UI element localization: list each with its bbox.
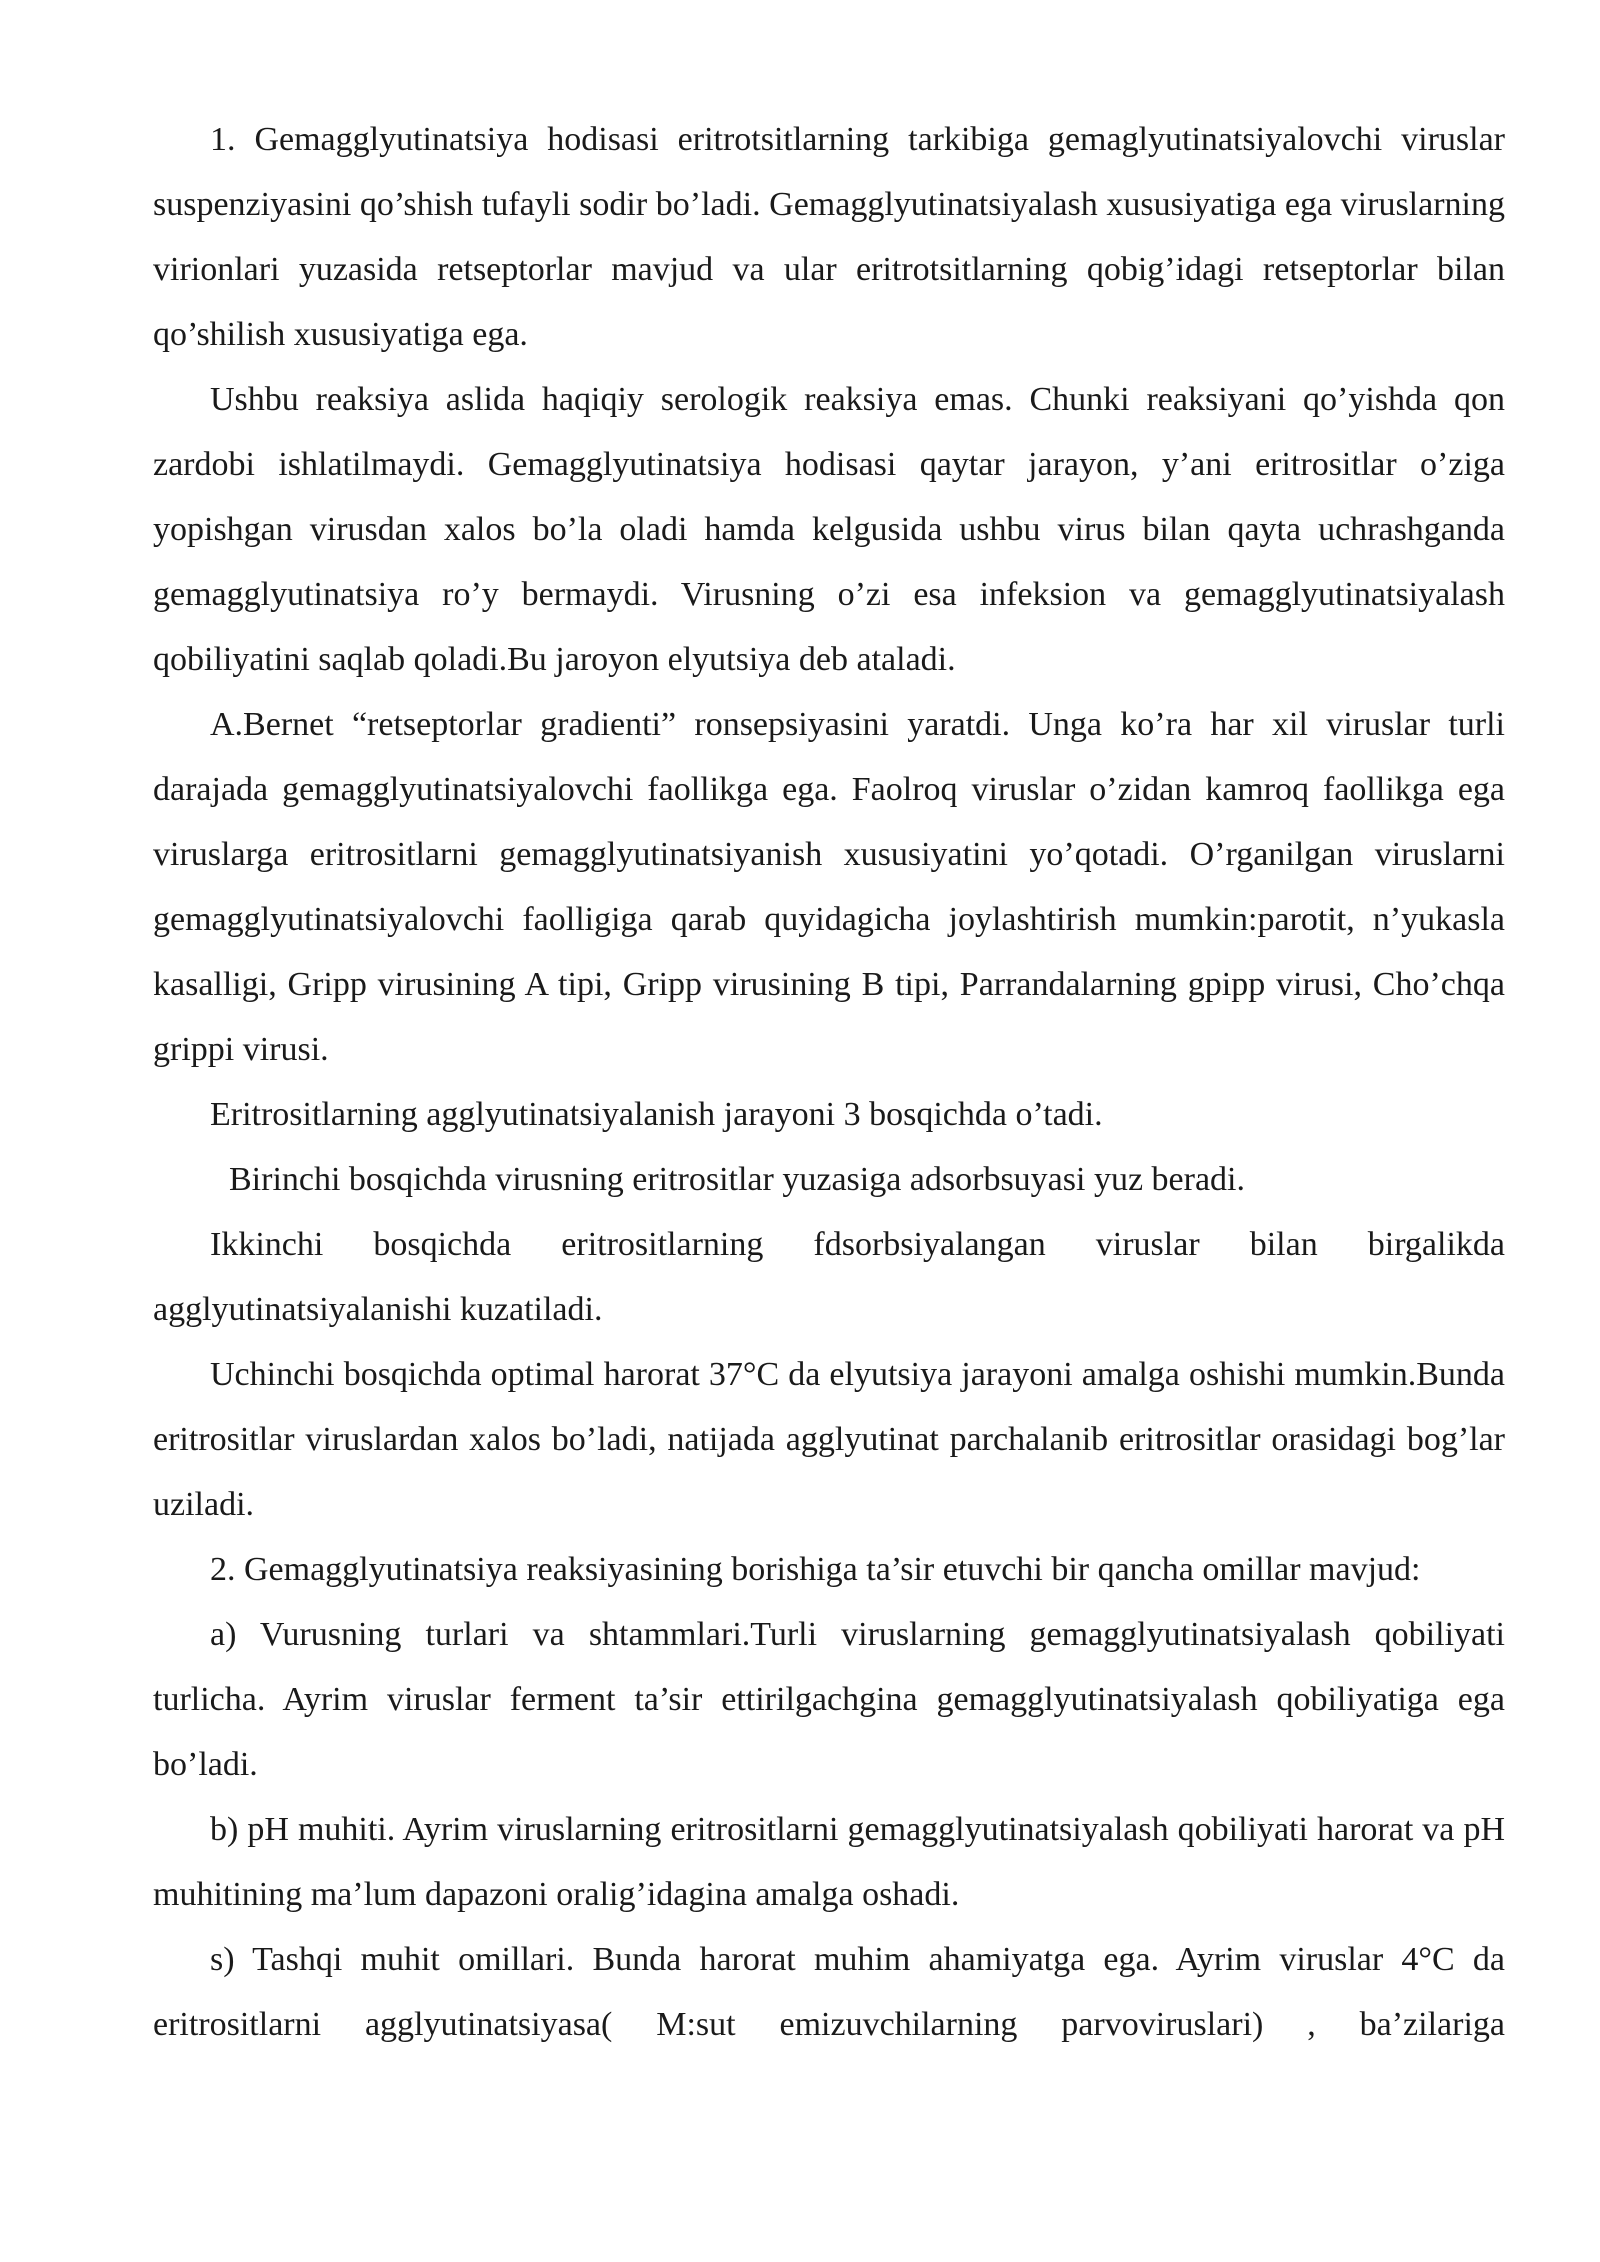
paragraph-hemagglutination-definition: 1. Gemagglyutinatsiya hodisasi eritrotsitlarning tarkibiga gemaglyutinatsiyalovchi viruslar suspenziyasini qo’shish tufayli sodir bo’ladi. Gemagglyutinatsiyalash xususiyatiga ega viruslarning virionlari yuzasida retseptorlar mavjud va ular eritrotsitlarning qobig’idagi retseptorlar bilan qo’shilish xususiyatiga ega. (153, 121, 1505, 353)
paragraph-stage-two: Ikkinchi bosqichda eritrositlarning fdsorbsiyalangan viruslar bilan birgalikda agglyutinatsiyalanishi kuzatiladi. (153, 1226, 1505, 1328)
paragraph-factors-intro: 2. Gemagglyutinatsiya reaksiyasining borishiga ta’sir etuvchi bir qancha omillar mavjud: (210, 1551, 1421, 1588)
paragraph-factor-virus-types: a) Vurusning turlari va shtammlari.Turli viruslarning gemagglyutinatsiyalash qobiliyati turlicha. Ayrim viruslar ferment ta’sir ettirilgachgina gemagglyutinatsiyalash qobiliyatiga ega bo’ladi. (153, 1616, 1505, 1783)
document-body (153, 107, 1505, 2057)
paragraph-three-stages: Eritrositlarning agglyutinatsiyalanish jarayoni 3 bosqichda o’tadi. (210, 1096, 1103, 1133)
paragraph-stage-one: Birinchi bosqichda virusning eritrositlar yuzasiga adsorbsuyasi yuz beradi. (229, 1161, 1245, 1198)
paragraph-factor-environment: s) Tashqi muhit omillari. Bunda harorat muhim ahamiyatga ega. Ayrim viruslar 4°C da eritrositlarni agglyutinatsiyasa( M:sut emizuvchilarning parvoviruslari) , ba’zilariga (153, 1941, 1505, 2043)
paragraph-not-serological: Ushbu reaksiya aslida haqiqiy serologik reaksiya emas. Chunki reaksiyani qo’yishda qon zardobi ishlatilmaydi. Gemagglyutinatsiya hodisasi qaytar jarayon, y’ani eritrositlar o’ziga yopishgan virusdan xalos bo’la oladi hamda kelgusida ushbu virus bilan qayta uchrashganda gemagglyutinatsiya ro’y bermaydi. Virusning o’zi esa infeksion va gemagglyutinatsiyalash qobiliyatini saqlab qoladi.Bu jaroyon elyutsiya deb ataladi. (153, 381, 1505, 678)
paragraph-factor-ph: b) pH muhiti. Ayrim viruslarning eritrositlarni gemagglyutinatsiyalash qobiliyati harorat va pH muhitining ma’lum dapazoni oralig’idagina amalga oshadi. (153, 1811, 1505, 1913)
paragraph-stage-three: Uchinchi bosqichda optimal harorat 37°C da elyutsiya jarayoni amalga oshishi mumkin.Bunda eritrositlar viruslardan xalos bo’ladi, natijada agglyutinat parchalanib eritrositlar orasidagi bog’lar uziladi. (153, 1356, 1505, 1523)
paragraph-receptor-gradient: A.Bernet “retseptorlar gradienti” ronsepsiyasini yaratdi. Unga ko’ra har xil viruslar turli darajada gemagglyutinatsiyalovchi faollikga ega. Faolroq viruslar o’zidan kamroq faollikga ega viruslarga eritrositlarni gemagglyutinatsiyanish xususiyatini yo’qotadi. O’rganilgan viruslarni gemagglyutinatsiyalovchi faolligiga qarab quyidagicha joylashtirish mumkin:parotit, n’yukasla kasalligi, Gripp virusining A tipi, Gripp virusining B tipi, Parrandalarning gpipp virusi, Cho’chqa grippi virusi. (153, 706, 1505, 1068)
